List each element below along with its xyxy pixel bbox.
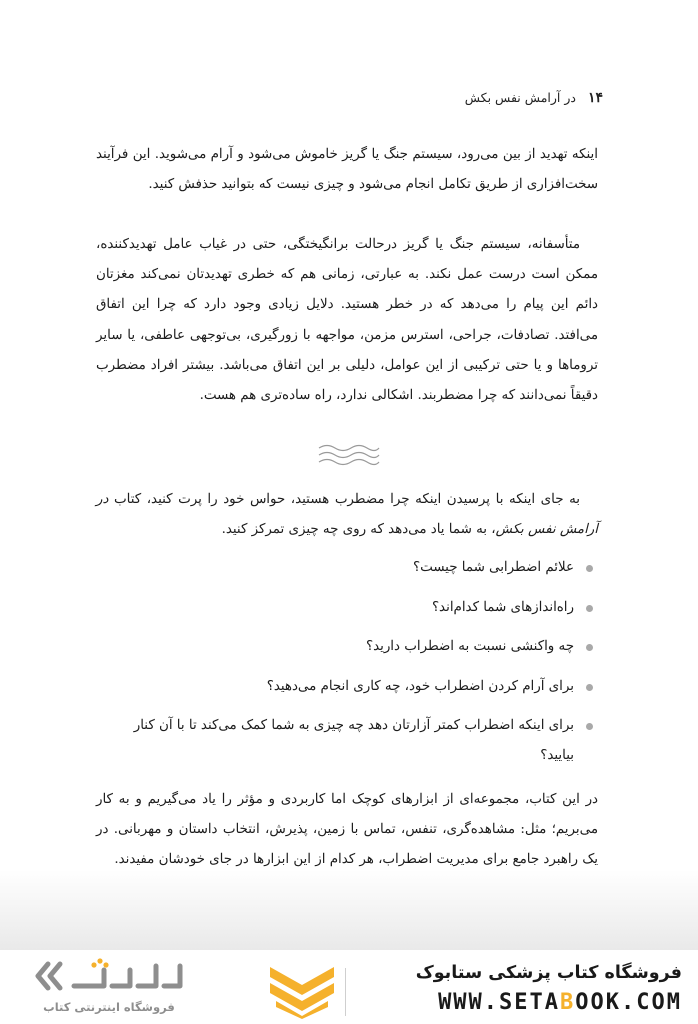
- page-number: ۱۴: [587, 90, 603, 106]
- bullet-icon: [586, 565, 593, 572]
- list-item: راه‌اندازهای شما کدام‌اند؟: [103, 593, 598, 623]
- book-title-header: در آرامش نفس بکش: [464, 90, 576, 105]
- list-item: چه واکنشی نسبت به اضطراب دارید؟: [103, 632, 598, 662]
- logo-tagline: فروشگاه اینترنتی کتاب: [43, 1000, 175, 1014]
- bullet-icon: [586, 644, 593, 651]
- list-item: برای آرام کردن اضطراب خود، چه کاری انجام می‌دهید؟: [103, 672, 598, 702]
- section-divider-ornament: [317, 440, 381, 470]
- list-item: علائم اضطرابی شما چیست؟: [103, 553, 598, 583]
- store-url[interactable]: WWW.SETABOOK.COM: [438, 990, 682, 1015]
- paragraph-2: متأسفانه، سیستم جنگ یا گریز درحالت برانگیختگی، حتی در غیاب عامل تهدیدکننده، ممکن است درست عمل نکند. به عبارتی، زمانی هم که خطری تهدیدتان نمی‌کند مغزتان دائم این پیام را می‌دهد که در خطر هستید. دلایل زیادی وجود دارد که چرا این اتفاق می‌افتد. تصادفات، جراحی، استرس مزمن، مواجهه با زورگیری، بی‌توجهی عاطفی، یا سایر تروماها و یا حتی ترکیبی از این عوامل، دلیلی بر این اتفاق می‌باشد. بیشتر افراد مضطرب دقیقاً نمی‌دانند که چرا مضطربند. اشکالی ندارد، راه ساده‌تری هم هست.: [96, 237, 598, 404]
- list-item: برای اینکه اضطراب کمتر آزارتان دهد چه چیزی به شما کمک می‌کند تا با آن کنار بیایید؟: [103, 711, 598, 771]
- paragraph-4: در این کتاب، مجموعه‌ای از ابزارهای کوچک اما کاربردی و مؤثر را یاد می‌گیریم و به کار می‌بریم؛ مثل: مشاهده‌گری، تنفس، تماس با زمین، پذیرش، انتخاب داستان و مهربانی. در یک راهبرد جامع برای مدیریت اضطراب، هر کدام از این ابزارها در جای خودشان مفیدند.: [96, 792, 598, 868]
- paragraph-3: به جای اینکه با پرسیدن اینکه چرا مضطرب هستید، حواس خود را پرت کنید، کتاب در آرامش نفس بکش، به شما یاد می‌دهد که روی چه چیزی تمرکز کنید.: [96, 492, 598, 538]
- paragraph-1: اینکه تهدید از بین می‌رود، سیستم جنگ یا گریز خاموش می‌شود و آرام می‌شوید. این فرآیند سخت‌افزاری از طریق تکامل انجام می‌شود و چیزی نیست که بتوانید حذفش کنید.: [96, 147, 598, 193]
- setabook-logo: [34, 958, 184, 998]
- book-title-italic: در آرامش نفس بکش: [96, 492, 598, 538]
- footer-divider: [345, 968, 346, 1016]
- book-logo-icon: [268, 963, 336, 1019]
- bullet-icon: [586, 723, 593, 730]
- question-list: [103, 553, 598, 781]
- running-head: [465, 90, 603, 106]
- bullet-icon: [586, 605, 593, 612]
- page-bottom-shadow: [0, 870, 698, 950]
- bullet-icon: [586, 684, 593, 691]
- store-name: فروشگاه کتاب پزشکی ستابوک: [415, 963, 682, 983]
